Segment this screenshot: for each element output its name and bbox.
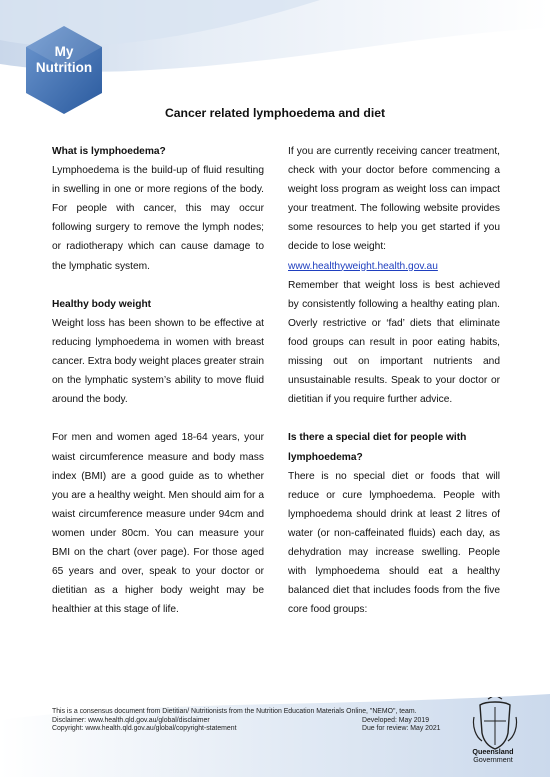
footer	[52, 708, 452, 734]
footer-consensus-text: This is a consensus document from Dietitian/ Nutritionists from the Nutrition Education Materials Online, "NEMO", team.	[52, 708, 417, 715]
left-column	[52, 142, 264, 619]
heading-healthy-body-weight: Healthy body weight	[52, 298, 152, 310]
logo-text	[22, 44, 106, 76]
page-title: Cancer related lymphoedema and diet	[164, 106, 386, 120]
paragraph-waist-bmi: For men and women aged 18-64 years, your waist circumference measure and body mass index (BMI) are a good guide as to whether you are a healthy weight. Men should aim for a waist circumference measure under 94cm and women under 80cm. You can measure your BMI on the chart (over page). For those aged 65 years and over, speak to your doctor or dietitian as a higher body weight may be healthier at this stage of life.	[52, 432, 264, 616]
paragraph-definition: Lymphoedema is the build-up of fluid resulting in swelling in one or more regions of the body. For people with cancer, this may occur following surgery to remove the lymph nodes; or radiotherapy which can cause damage to the lymphatic system.	[52, 165, 264, 272]
paragraph-treatment: If you are currently receiving cancer treatment, check with your doctor before commencing a weight loss program as weight loss can impact your treatment. The following website provides some resources to help you get started if you decide to lose weight:	[288, 146, 500, 253]
footer-developed: Developed: May 2019	[362, 716, 430, 724]
right-column	[288, 142, 500, 619]
paragraph-no-special-diet: There is no special diet or foods that will reduce or cure lymphoedema. People with lymphoedema should drink at least 2 litres of water (or non-caffeinated fluids) each day, as dehydration may increase swelling. People with lymphoedema should eat a healthy balanced diet that includes foods from the five core food groups:	[288, 470, 500, 616]
logo-line-2: Nutrition	[35, 60, 93, 75]
footer-copyright: Copyright: www.health.qld.gov.au/global/copyright-statement	[52, 725, 237, 733]
paragraph-weight-loss: Weight loss has been shown to be effective at reducing lymphoedema in women with breast cancer. Extra body weight places greater strain on the lymphatic system’s ability to move fluid around the body.	[52, 317, 264, 406]
footer-disclaimer: Disclaimer: www.health.qld.gov.au/global/disclaimer	[52, 716, 210, 724]
paragraph-remember: Remember that weight loss is best achieved by consistently following a healthy eating plan. Overly restrictive or ‘fad’ diets that eliminate food groups can result in poor eating habits, missing out on important nutrients and unsustainable results. Speak to your doctor or dietitian if you require further advice.	[288, 279, 500, 406]
heading-special-diet: Is there a special diet for people with lymphoedema?	[288, 432, 467, 463]
queensland-government-logo	[458, 748, 528, 764]
healthy-weight-link[interactable]: www.healthyweight.health.gov.au	[288, 260, 438, 272]
logo-line-1: My	[54, 44, 74, 59]
gov-logo-line-2: Government	[473, 755, 513, 764]
heading-what-is-lymphoedema: What is lymphoedema?	[52, 146, 166, 157]
footer-review-date: Due for review: May 2021	[362, 725, 441, 733]
gov-logo-line-1: Queensland	[472, 747, 514, 756]
